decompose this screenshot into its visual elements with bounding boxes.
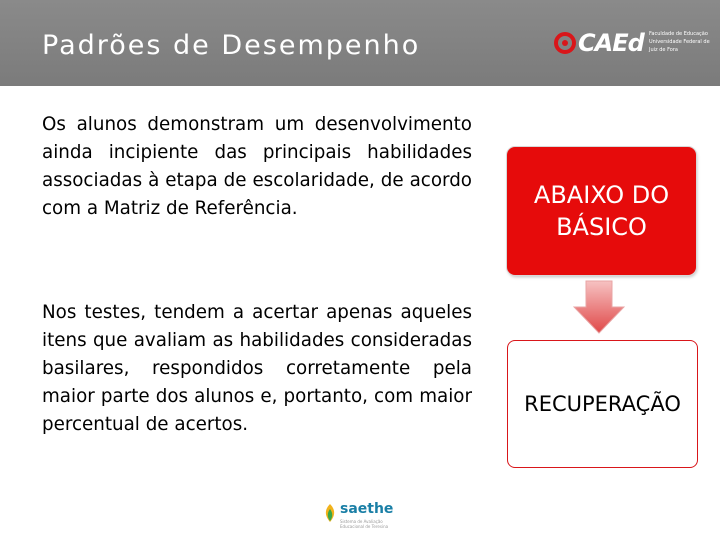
slide-title: Padrões de Desempenho <box>42 30 421 61</box>
outcome-box <box>507 340 698 468</box>
caed-logo-text: CAEd <box>578 29 644 57</box>
slide-header <box>0 0 720 86</box>
down-arrow-icon <box>573 280 625 334</box>
saethe-logo-text: saethe <box>340 501 394 517</box>
outcome-label: RECUPERAÇÃO <box>524 392 681 416</box>
saethe-logo-subtitle: Sistema de Avaliação Educacional de Teresina <box>340 519 389 529</box>
description-paragraph-2: Nos testes, tendem a acertar apenas aqueles itens que avaliam as habilidades consideradas basilares, respondidos corretamente pela maior parte dos alunos e, portanto, com maior percentual de acertos. <box>42 302 472 435</box>
description-paragraph-1: Os alunos demonstram um desenvolvimento ainda incipiente das principais habilidades associadas à etapa de escolaridade, de acordo com a Matriz de Referência. <box>42 114 472 219</box>
performance-level-box <box>507 147 696 275</box>
performance-level-label: ABAIXO DO BÁSICO <box>533 181 670 241</box>
caed-logo-icon <box>554 32 576 54</box>
caed-logo-subtitle: Faculdade de Educação Universidade Federal de Juiz de Fora <box>649 31 710 53</box>
saethe-logo <box>320 497 400 540</box>
saethe-logo-icon <box>322 503 338 523</box>
